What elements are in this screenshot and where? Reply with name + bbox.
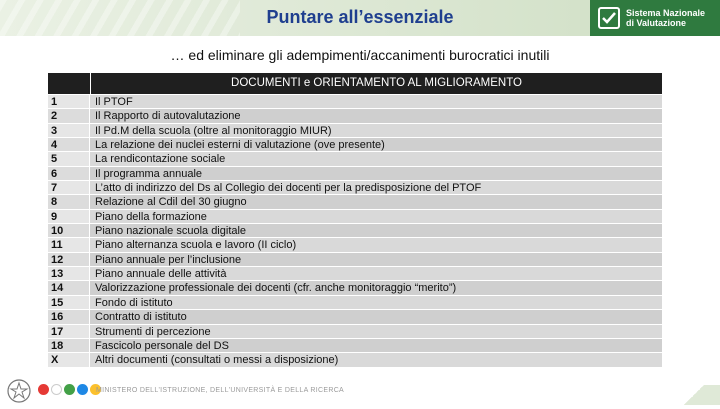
row-number: 16: [48, 310, 90, 323]
row-document: Il programma annuale: [90, 167, 662, 180]
row-number: 12: [48, 253, 90, 266]
table-header: [48, 73, 662, 94]
table-row: [48, 95, 662, 109]
row-document: Piano nazionale scuola digitale: [90, 224, 662, 237]
row-number: 9: [48, 210, 90, 223]
row-document: Il Pd.M della scuola (oltre al monitoraggio MIUR): [90, 124, 662, 137]
snv-logo: [590, 0, 720, 36]
row-number: 13: [48, 267, 90, 280]
row-document: La relazione dei nuclei esterni di valutazione (ove presente): [90, 138, 662, 151]
table-row: [48, 195, 662, 209]
documents-table: [48, 95, 662, 368]
logo-text-line1: Sistema Nazionale: [626, 8, 706, 18]
table-row: [48, 181, 662, 195]
row-document: Fascicolo personale del DS: [90, 339, 662, 352]
row-document: Il Rapporto di autovalutazione: [90, 109, 662, 122]
slide-subtitle: … ed eliminare gli adempimenti/accanimenti burocratici inutili: [170, 47, 550, 63]
row-number: 4: [48, 138, 90, 151]
table-row: [48, 224, 662, 238]
row-number: 7: [48, 181, 90, 194]
row-document: Relazione al Cdil del 30 giugno: [90, 195, 662, 208]
table-row: [48, 138, 662, 152]
table-row: [48, 167, 662, 181]
row-document: Piano annuale delle attività: [90, 267, 662, 280]
row-document: Il PTOF: [90, 95, 662, 108]
row-document: Piano annuale per l’inclusione: [90, 253, 662, 266]
table-row: [48, 281, 662, 295]
table-row: [48, 238, 662, 252]
row-number: 10: [48, 224, 90, 237]
table-row: [48, 109, 662, 123]
table-row: [48, 210, 662, 224]
corner-decoration: [680, 385, 720, 405]
row-document: Contratto di istituto: [90, 310, 662, 323]
row-document: Piano alternanza scuola e lavoro (II ciclo): [90, 238, 662, 251]
table-row: [48, 267, 662, 281]
row-number: 17: [48, 325, 90, 338]
row-document: La rendicontazione sociale: [90, 152, 662, 165]
row-number: 6: [48, 167, 90, 180]
table-row: [48, 152, 662, 166]
row-number: 2: [48, 109, 90, 122]
row-number: 14: [48, 281, 90, 294]
table-row: [48, 124, 662, 138]
row-number: 3: [48, 124, 90, 137]
table-row: [48, 253, 662, 267]
table-row: [48, 353, 662, 367]
row-number: 15: [48, 296, 90, 309]
row-number: 1: [48, 95, 90, 108]
table-row: [48, 296, 662, 310]
logo-text: [626, 8, 705, 28]
table-row: [48, 325, 662, 339]
row-number: 5: [48, 152, 90, 165]
row-document: Fondo di istituto: [90, 296, 662, 309]
miur-logo-icon: [38, 384, 101, 395]
row-number: 8: [48, 195, 90, 208]
row-document: Altri documenti (consultati o messi a disposizione): [90, 353, 662, 366]
check-icon: [598, 7, 620, 29]
row-number: 11: [48, 238, 90, 251]
table-header-number-cell: [48, 73, 91, 94]
row-document: Piano della formazione: [90, 210, 662, 223]
table-row: [48, 339, 662, 353]
republic-emblem-icon: [6, 378, 32, 404]
footer-ministry-text: MINISTERO DELL'ISTRUZIONE, DELL'UNIVERSITÀ E DELLA RICERCA: [96, 387, 345, 394]
row-number: X: [48, 353, 90, 366]
table-header-title: DOCUMENTI e ORIENTAMENTO AL MIGLIORAMENTO: [231, 77, 522, 89]
row-number: 18: [48, 339, 90, 352]
logo-text-line2: di Valutazione: [626, 18, 687, 28]
row-document: Valorizzazione professionale dei docenti (cfr. anche monitoraggio “merito”): [90, 281, 662, 294]
table-row: [48, 310, 662, 324]
row-document: L’atto di indirizzo del Ds al Collegio dei docenti per la predisposizione del PTOF: [90, 181, 662, 194]
row-document: Strumenti di percezione: [90, 325, 662, 338]
slide-title: Puntare all’essenziale: [266, 7, 454, 27]
